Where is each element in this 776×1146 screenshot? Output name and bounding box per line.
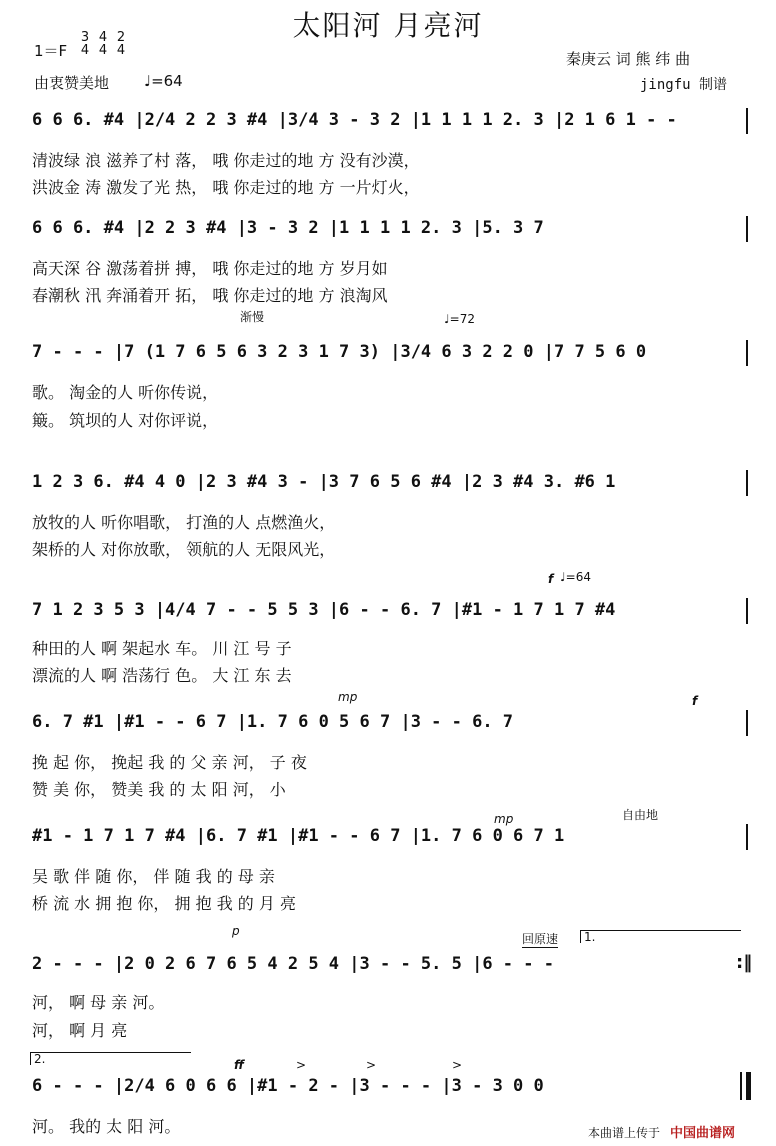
tempo-change-mark: ♩=72 [444,312,475,326]
system-4-notes: 1 2 3 6. #4 4 0 |2 3 #4 3 - |3 7 6 5 6 #4 |2 3 #4 3. #6 1 [32,472,616,492]
first-ending-bracket [580,930,741,943]
system-3-lyric-verse-2: 簸。 筑坝的人 对你评说， [32,411,219,430]
expression-marking: 由衷赞美地 [34,74,110,92]
system-2-lyric-verse-1: 高天深 谷 激荡着拼 搏， 哦 你走过的地 方 岁月如 [32,259,388,278]
repeat-sign: :‖ [736,952,753,973]
system-4-lyric-verse-1: 放牧的人 听你唱歌， 打渔的人 点燃渔火， [32,513,336,532]
upload-note: 本曲谱上传于 [588,1126,661,1140]
dynamic-fortissimo: ff [234,1058,244,1072]
system-5-lyric-verse-2: 漂流的人 啊 浩荡行 色。 大 江 东 去 [32,666,292,685]
time-signature-4-4: 4 4 [98,30,108,58]
system-6-notes: 6. 7 #1 |#1 - - 6 7 |1. 7 6 0 5 6 7 |3 - - 6. 7 [32,712,514,732]
system-6-lyric-verse-1: 挽 起 你， 挽起 我 的 父 亲 河， 子 夜 [32,753,307,772]
final-barline [740,1072,742,1100]
dynamic-forte: f [692,694,698,708]
system-1-lyric-verse-1: 清波绿 浪 滋养了村 落， 哦 你走过的地 方 没有沙漠， [32,151,420,170]
second-ending-bracket [30,1052,191,1065]
site-logo [670,1122,735,1141]
barline [746,108,748,134]
system-8-lyric-verse-1: 河， 啊 母 亲 河。 [32,993,165,1012]
system-1-notes: 6 6 6. #4 |2/4 2 2 3 #4 |3/4 3 - 3 2 |1 1 1 1 2. 3 |2 1 6 1 - - [32,110,677,130]
system-7-notes: #1 - 1 7 1 7 #4 |6. 7 #1 |#1 - - 6 7 |1. 7 6 0 6 7 1 [32,826,565,846]
credits: 秦庚云 词 熊 纬 曲 [566,50,691,68]
system-2-notes: 6 6 6. #4 |2 2 3 #4 |3 - 3 2 |1 1 1 1 2. 3 |5. 3 7 [32,218,544,238]
system-5-notes: 7 1 2 3 5 3 |4/4 7 - - 5 5 3 |6 - - 6. 7 |#1 - 1 7 1 7 #4 [32,600,616,620]
key-signature: 1＝F [34,42,68,60]
accent-mark: > [366,1058,377,1072]
system-9-lyric: 河。 我的 太 阳 河。 [32,1117,181,1136]
final-barline-thick [746,1072,751,1100]
system-3-lyric-verse-1: 歌。 淘金的人 听你传说， [32,383,219,402]
system-2-lyric-verse-2: 春潮秋 汛 奔涌着开 拓， 哦 你走过的地 方 浪淘风 [32,286,388,305]
system-7-lyric-verse-1: 吴 歌 伴 随 你， 伴 随 我 的 母 亲 [32,867,275,886]
system-9-notes: 6 - - - |2/4 6 0 6 6 |#1 - 2 - |3 - - - |3 - 3 0 0 [32,1076,544,1096]
barline [746,216,748,242]
song-title: 太阳河 月亮河 [292,9,484,42]
ritardando-mark: 渐慢 [240,310,265,324]
engraver: jingfu 制谱 [640,77,728,93]
system-8-lyric-verse-2: 河， 啊 月 亮 [32,1021,128,1040]
barline [746,598,748,624]
system-6-lyric-verse-2: 赞 美 你， 赞美 我 的 太 阳 河， 小 [32,780,286,799]
rubato-mark: 自由地 [622,808,659,822]
first-ending-mark: 1. [584,930,596,944]
dynamic-piano: p [232,924,240,938]
dynamic-mezzo-piano: mp [338,690,358,704]
system-1-lyric-verse-2: 洪波金 涛 激发了光 热， 哦 你走过的地 方 一片灯火， [32,178,420,197]
time-signature-3-4: 3 4 [80,30,90,58]
barline [746,710,748,736]
dynamic-forte: f [548,572,554,586]
tempo-marking: ♩=64 [144,72,183,90]
accent-mark: > [296,1058,307,1072]
site-logo-text: 中国曲谱网 [670,1126,736,1141]
tempo-return-mark: ♩=64 [560,570,591,584]
system-5-lyric-verse-1: 种田的人 啊 架起水 车。 川 江 号 子 [32,639,292,658]
a-tempo-mark: 回原速 [522,932,559,946]
barline [746,470,748,496]
second-ending-mark: 2. [34,1052,46,1066]
barline [746,340,748,366]
barline [746,824,748,850]
system-4-lyric-verse-2: 架桥的人 对你放歌， 领航的人 无限风光， [32,540,336,559]
system-7-lyric-verse-2: 桥 流 水 拥 抱 你， 拥 抱 我 的 月 亮 [32,894,296,913]
accent-mark: > [452,1058,463,1072]
time-signature-2-4: 2 4 [116,30,126,58]
system-3-notes: 7 - - - |7 (1 7 6 5 6 3 2 3 1 7 3) |3/4 6 3 2 2 0 |7 7 5 6 0 [32,342,647,362]
dynamic-mezzo-piano: mp [494,812,514,826]
system-8-notes: 2 - - - |2 0 2 6 7 6 5 4 2 5 4 |3 - - 5. 5 |6 - - - [32,954,554,974]
